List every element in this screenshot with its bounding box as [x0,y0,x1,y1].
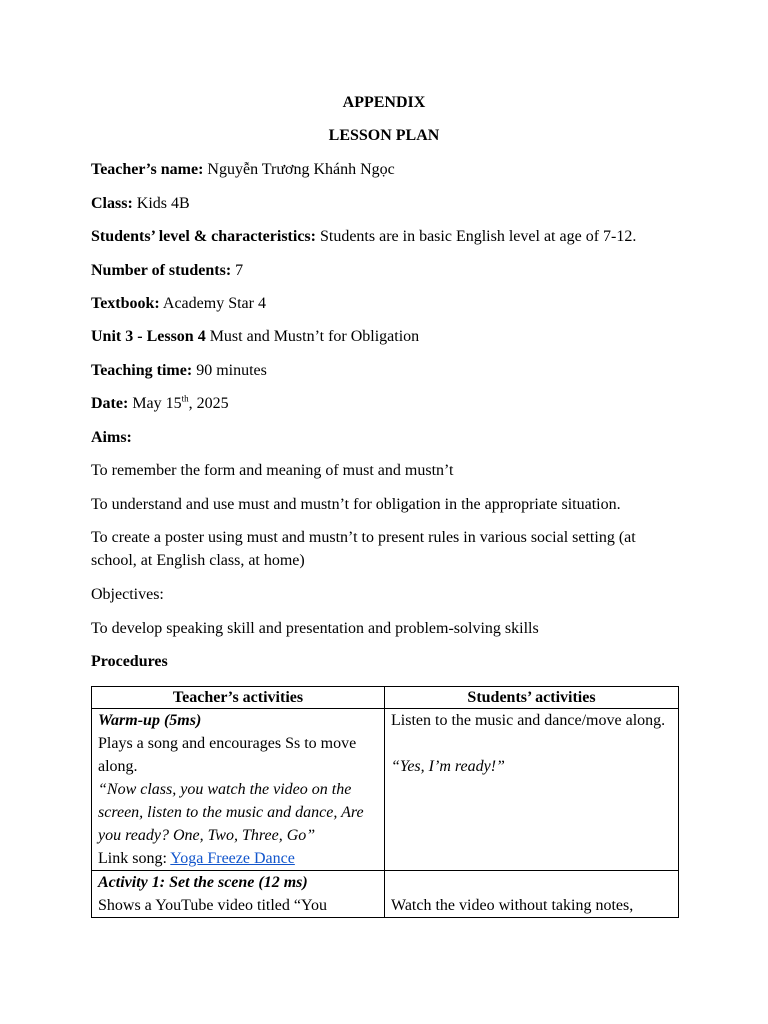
warmup-teacher-text: Plays a song and encourages Ss to move along. [98,735,357,775]
textbook-value: Academy Star 4 [159,295,266,312]
table-row [92,709,679,871]
teaching-time-line [91,359,681,382]
students-level-value: Students are in basic English level at age of 7-12. [315,228,637,245]
warmup-teacher-quote: “Now class, you watch the video on the screen, listen to the music and dance, Are you ready? One, Two, Three, Go” [98,781,364,844]
spacer [391,732,672,755]
warmup-teacher-cell [92,709,385,871]
lesson-label: Lesson 4 [146,328,206,345]
students-level-line [91,225,681,248]
yoga-freeze-dance-link[interactable]: Yoga Freeze Dance [170,850,295,867]
aims-heading: Aims: [91,429,132,446]
students-level-label: Students’ level & characteristics: [91,228,316,245]
warmup-student-text: Listen to the music and dance/move along. [391,712,666,729]
warmup-title: Warm-up (5ms) [98,712,202,729]
date-value: May 15 [128,395,182,412]
warmup-link-prefix: Link song: [98,850,171,867]
activity1-title: Activity 1: Set the scene (12 ms) [98,874,308,891]
teacher-name-value: Nguyễn Trương Khánh Ngọc [203,161,395,178]
activity1-student-text: Watch the video without taking notes, [391,897,634,914]
class-label: Class: [91,195,133,212]
date-line [91,392,681,415]
aim-item: To create a poster using must and mustn’t to present rules in various social setting (at school, at English class, at home) [91,529,636,569]
unit-label: Unit 3 [91,328,134,345]
activity1-students-cell [385,871,679,918]
unit-value: Must and Mustn’t for Obligation [205,328,420,345]
table-header-row [92,687,679,709]
teaching-time-value: 90 minutes [192,362,267,379]
teacher-name-label: Teacher’s name: [91,161,204,178]
procedures-heading: Procedures [91,653,168,670]
number-of-students-value: 7 [231,262,244,279]
lesson-plan-heading: LESSON PLAN [328,127,440,144]
unit-separator: - [133,328,147,345]
teaching-time-label: Teaching time: [91,362,193,379]
appendix-heading: APPENDIX [342,94,426,111]
class-value: Kids 4B [132,195,190,212]
aim-item: To understand and use must and mustn’t for obligation in the appropriate situation. [91,496,621,513]
students-activities-header: Students’ activities [385,687,679,709]
procedures-table [91,686,679,918]
warmup-link-line [98,847,378,870]
unit-line [91,325,681,348]
table-row [92,871,679,918]
textbook-line [91,292,681,315]
class-line [91,192,681,215]
textbook-label: Textbook: [91,295,160,312]
teacher-activities-header: Teacher’s activities [92,687,385,709]
number-of-students-label: Number of students: [91,262,232,279]
date-label: Date: [91,395,129,412]
warmup-student-quote: “Yes, I’m ready!” [391,758,505,775]
teacher-name-line [91,158,681,181]
date-ordinal-suffix: th [181,393,189,404]
warmup-students-cell [385,709,679,871]
date-year: , 2025 [188,395,229,412]
objectives-heading: Objectives: [91,586,164,603]
activity1-teacher-text: Shows a YouTube video titled “You [98,897,327,914]
aim-item: To remember the form and meaning of must and mustn’t [91,462,454,479]
number-of-students-line [91,259,681,282]
activity1-teacher-cell [92,871,385,918]
objective-item: To develop speaking skill and presentation and problem-solving skills [91,620,539,637]
